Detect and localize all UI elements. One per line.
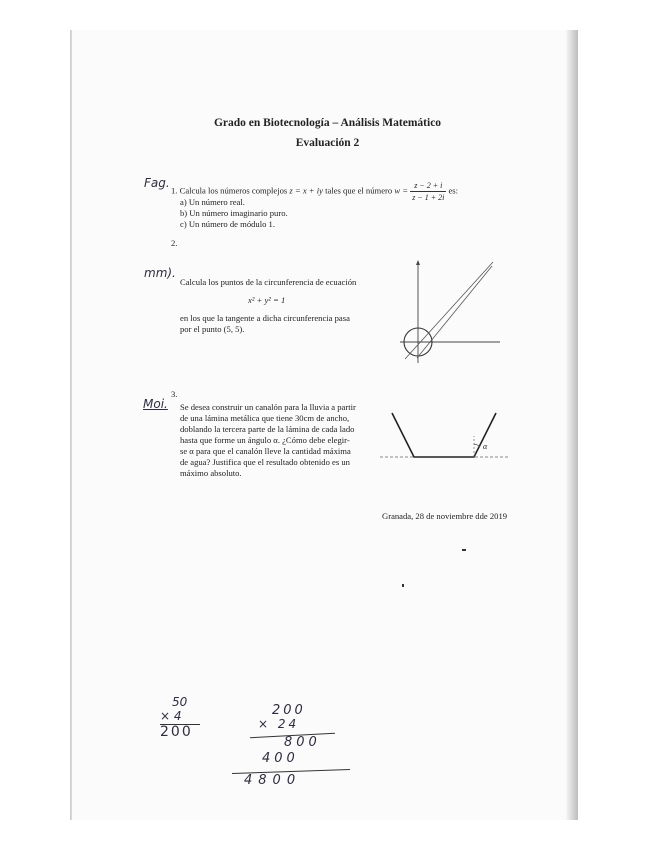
problem-3-number: 3. [171, 389, 178, 399]
calc1-mid: × 4 [160, 709, 182, 723]
problem-2-equation: x² + y² = 1 [248, 295, 286, 305]
angle-label: α [483, 442, 488, 451]
problem-3-text [180, 402, 380, 479]
margin-note-3: Moi. [143, 397, 168, 411]
exam-subtitle: Evaluación 2 [295, 137, 360, 149]
problem-2-line2: en los que la tangente a dicha circunferencia pasa [180, 313, 350, 323]
problem-2-number: 2. [171, 238, 178, 248]
problem-3-line: se α para que el canalón lleve la cantidad máxima [180, 446, 351, 456]
calc1-result: 200 [160, 724, 193, 740]
problem-1-middle: tales que el número [325, 185, 393, 196]
exam-date: Granada, 28 de noviembre dde 2019 [382, 511, 508, 521]
problem-3-line: máximo absoluto. [180, 468, 242, 478]
gutter-profile [392, 413, 496, 457]
stray-mark [402, 584, 404, 587]
gutter-diagram [380, 408, 510, 468]
calc2-partial2: 400 [262, 751, 299, 766]
problem-3-line: doblando la tercera parte de la lámina de cada lado [180, 424, 355, 434]
margin-note-1: Fag. [144, 176, 170, 190]
problem-1-options [180, 197, 288, 230]
calc2-mid: × 24 [258, 717, 300, 731]
fraction-denominator: z − 1 + 2i [412, 193, 445, 202]
calc2-top: 200 [272, 703, 306, 718]
problem-1-end: es: [448, 185, 459, 196]
calc2-result: 4800 [244, 773, 302, 788]
problem-3-line: de agua? Justifica que el resultado obtenido es un [180, 457, 350, 467]
problem-2-line1: Calcula los puntos de la circunferencia de ecuación [180, 277, 357, 287]
problem-1-intro: Calcula los números complejos [179, 185, 288, 196]
stray-mark [462, 549, 466, 551]
calc2-partial1: 800 [284, 735, 321, 750]
exam-title: Grado en Biotecnología – Análisis Matemático [213, 117, 442, 129]
option-a: a) Un número real. [180, 197, 245, 207]
problem-3-line: de una lámina metálica que tiene 30cm de ancho, [180, 413, 350, 423]
tangent-line-2 [417, 266, 492, 358]
y-axis-arrow [416, 260, 420, 265]
fraction-numerator: z − 2 + i [410, 180, 446, 192]
problem-1-z: z = x + iy [289, 185, 323, 196]
problem-3-line: Se desea construir un canalón para la lluvia a partir [180, 402, 356, 412]
option-c: c) Un número de módulo 1. [180, 219, 275, 229]
problem-1-fraction [410, 180, 446, 203]
problem-1-number: 1. [171, 185, 178, 196]
margin-note-2: mm). [144, 266, 176, 280]
problem-3-line: hasta que forme un ángulo α. ¿Cómo debe elegir- [180, 435, 350, 445]
circle-tangent-diagram [395, 258, 505, 368]
option-b: b) Un número imaginario puro. [180, 208, 288, 218]
calc1-top: 50 [172, 695, 188, 709]
problem-1-w: w = [394, 185, 409, 196]
problem-2-line3: por el punto (5, 5). [180, 324, 245, 334]
